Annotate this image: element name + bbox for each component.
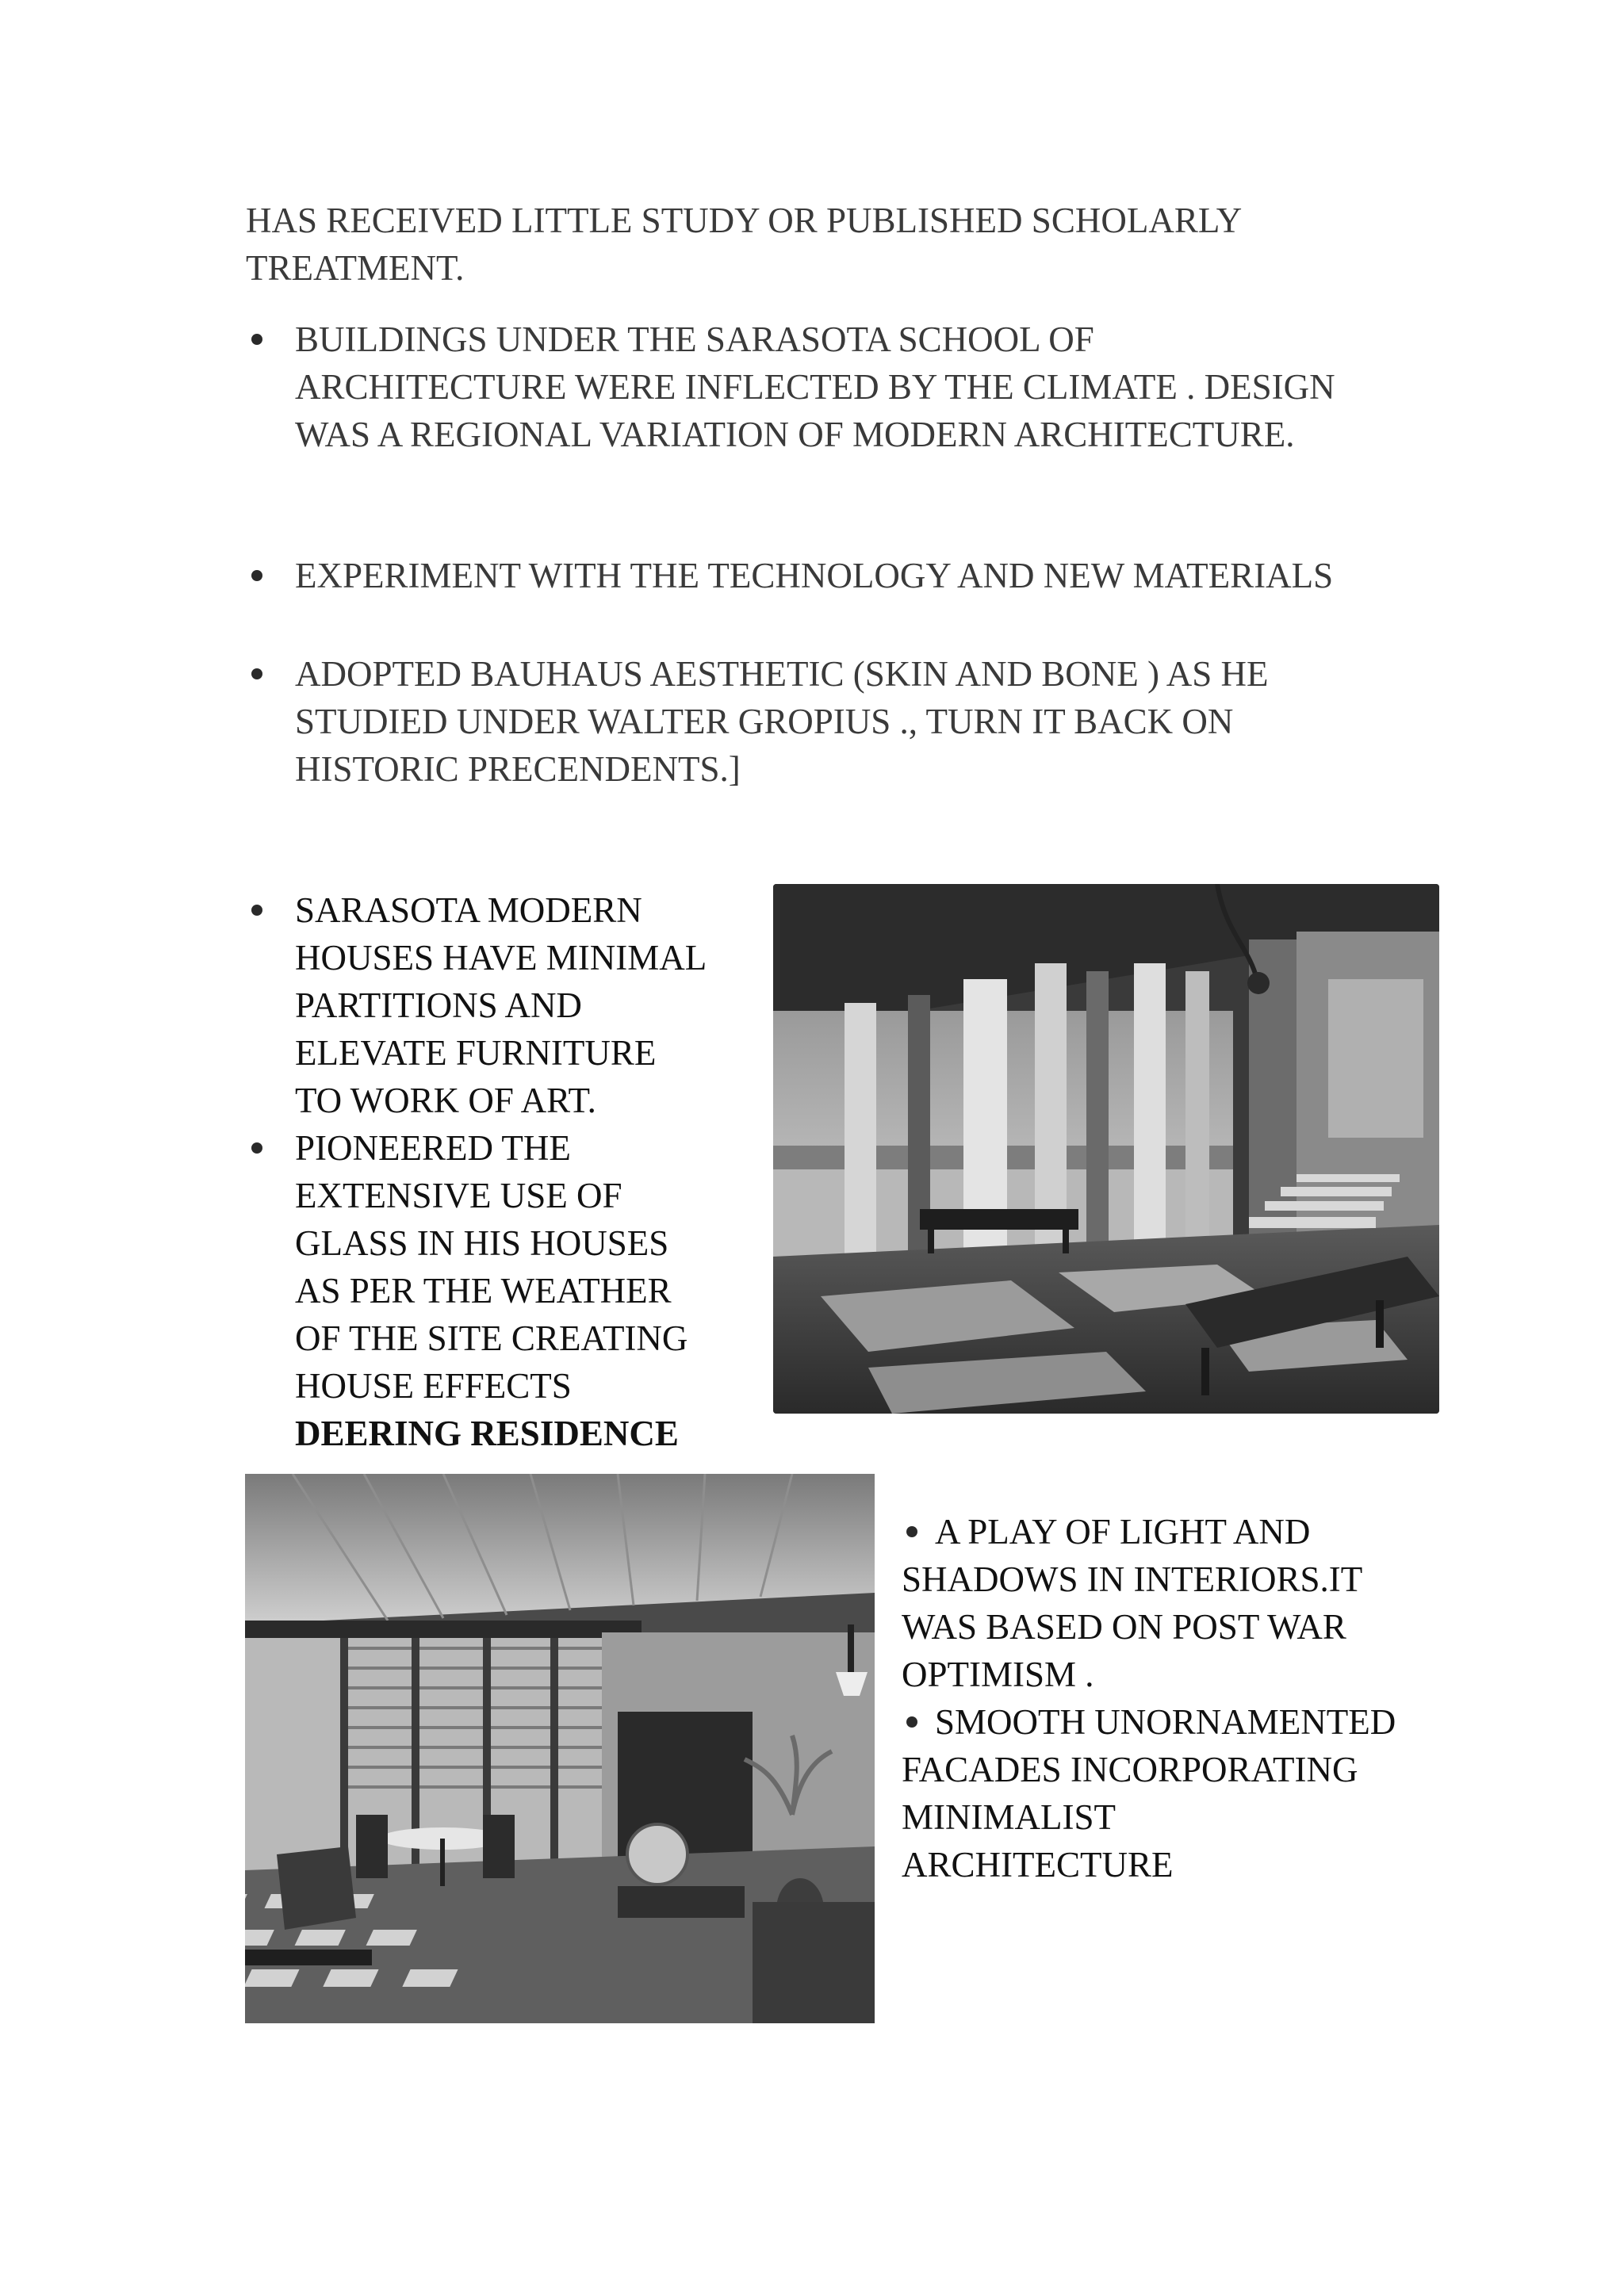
list-item-text: SARASOTA MODERN HOUSES HAVE MINIMAL PARTITIONS AND ELEVATE FURNITURE TO WORK OF ART. (295, 890, 707, 1120)
list-item-text: ADOPTED BAUHAUS AESTHETIC (SKIN AND BONE ) AS HE STUDIED UNDER WALTER GROPIUS ., TURN IT BACK ON HISTORIC PRECENDENTS.] (295, 654, 1269, 789)
list-item-text: EXPERIMENT WITH THE TECHNOLOGY AND NEW MATERIALS (295, 556, 1334, 595)
bullet-icon (251, 905, 262, 916)
list-item-text: SMOOTH UNORNAMENTED FACADES INCORPORATING MINIMALIST ARCHITECTURE (902, 1702, 1396, 1885)
intro-paragraph: HAS RECEIVED LITTLE STUDY OR PUBLISHED SCHOLARLY TREATMENT. (246, 201, 1243, 288)
bullet-icon (251, 334, 262, 345)
deering-residence-photo (773, 884, 1439, 1414)
list-item-text: PIONEERED THE EXTENSIVE USE OF GLASS IN HIS HOUSES AS PER THE WEATHER OF THE SITE CREATING HOUSE EFFECTS (295, 1128, 688, 1406)
caption-deering-residence: DEERING RESIDENCE (295, 1414, 679, 1453)
list-item-text: A PLAY OF LIGHT AND SHADOWS IN INTERIORS.IT WAS BASED ON POST WAR OPTIMISM . (902, 1512, 1363, 1694)
bullet-icon (251, 668, 262, 679)
bullet-icon (251, 570, 262, 581)
interior-light-shadow-photo (245, 1474, 875, 2023)
bullet-icon (251, 1142, 262, 1154)
list-item-text: BUILDINGS UNDER THE SARASOTA SCHOOL OF ARCHITECTURE WERE INFLECTED BY THE CLIMATE . DESIGN WAS A REGIONAL VARIATION OF MODERN ARCHITECTURE. (295, 320, 1335, 454)
